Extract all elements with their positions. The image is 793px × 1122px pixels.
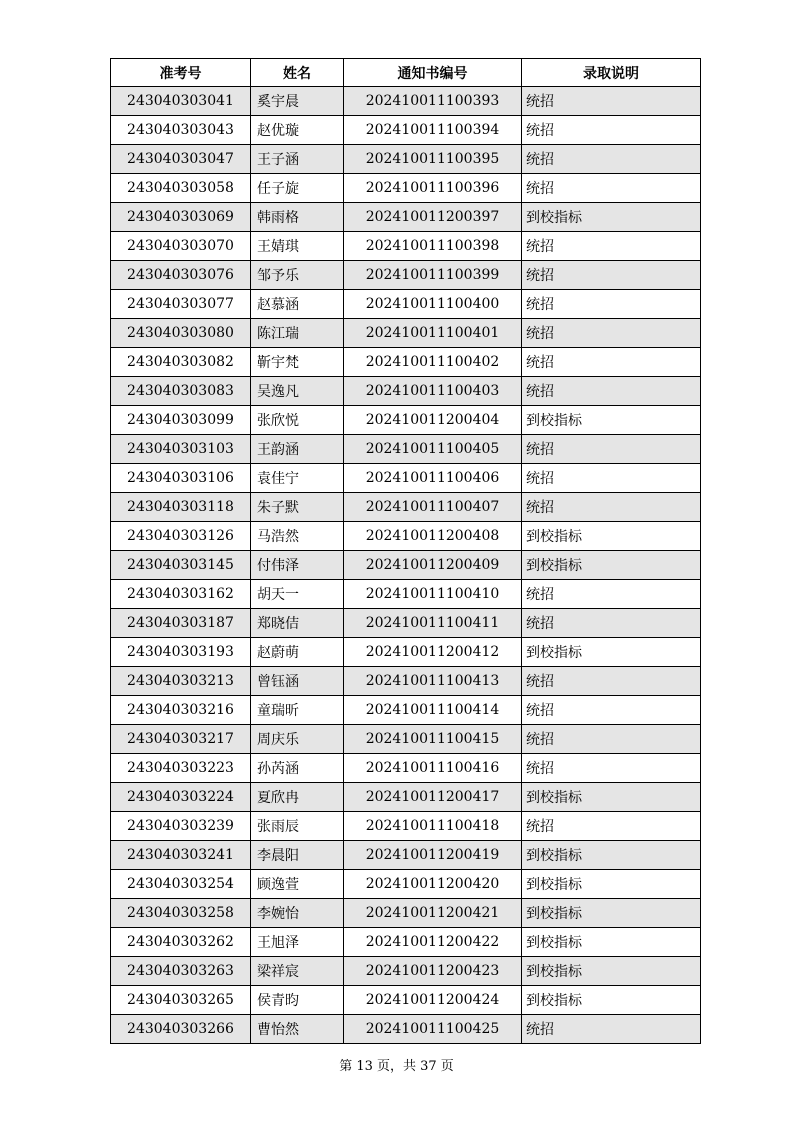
student-name-cell: 吴逸凡 xyxy=(251,377,344,406)
table-row xyxy=(111,667,701,696)
admission-note-cell: 到校指标 xyxy=(522,406,701,435)
table-row xyxy=(111,928,701,957)
notice-number-cell: 202410011100415 xyxy=(344,725,522,754)
exam-number-cell: 243040303043 xyxy=(111,116,251,145)
admission-note-cell: 到校指标 xyxy=(522,783,701,812)
exam-number-cell: 243040303118 xyxy=(111,493,251,522)
exam-number-cell: 243040303126 xyxy=(111,522,251,551)
student-name-cell: 周庆乐 xyxy=(251,725,344,754)
notice-number-cell: 202410011200408 xyxy=(344,522,522,551)
admission-note-cell: 统招 xyxy=(522,725,701,754)
student-name-cell: 朱子默 xyxy=(251,493,344,522)
student-name-cell: 袁佳宁 xyxy=(251,464,344,493)
student-name-cell: 奚宇晨 xyxy=(251,87,344,116)
exam-number-cell: 243040303103 xyxy=(111,435,251,464)
exam-number-cell: 243040303083 xyxy=(111,377,251,406)
exam-number-cell: 243040303106 xyxy=(111,464,251,493)
table-row xyxy=(111,899,701,928)
notice-number-cell: 202410011200397 xyxy=(344,203,522,232)
notice-number-cell: 202410011200419 xyxy=(344,841,522,870)
table-row xyxy=(111,203,701,232)
notice-number-cell: 202410011100396 xyxy=(344,174,522,203)
notice-number-cell: 202410011100416 xyxy=(344,754,522,783)
table-row xyxy=(111,348,701,377)
exam-number-cell: 243040303041 xyxy=(111,87,251,116)
table-row xyxy=(111,638,701,667)
notice-number-cell: 202410011100400 xyxy=(344,290,522,319)
exam-number-cell: 243040303145 xyxy=(111,551,251,580)
table-row xyxy=(111,812,701,841)
exam-number-cell: 243040303223 xyxy=(111,754,251,783)
exam-number-cell: 243040303258 xyxy=(111,899,251,928)
exam-number-cell: 243040303193 xyxy=(111,638,251,667)
admission-note-cell: 到校指标 xyxy=(522,928,701,957)
table-row xyxy=(111,377,701,406)
header-notice-number: 通知书编号 xyxy=(344,59,522,87)
admission-note-cell: 统招 xyxy=(522,87,701,116)
admission-note-cell: 到校指标 xyxy=(522,986,701,1015)
header-admission-note: 录取说明 xyxy=(522,59,701,87)
header-exam-number: 准考号 xyxy=(111,59,251,87)
admission-note-cell: 统招 xyxy=(522,435,701,464)
notice-number-cell: 202410011100411 xyxy=(344,609,522,638)
admission-table xyxy=(110,58,701,1044)
table-row xyxy=(111,725,701,754)
student-name-cell: 马浩然 xyxy=(251,522,344,551)
exam-number-cell: 243040303047 xyxy=(111,145,251,174)
exam-number-cell: 243040303099 xyxy=(111,406,251,435)
admission-note-cell: 到校指标 xyxy=(522,551,701,580)
exam-number-cell: 243040303082 xyxy=(111,348,251,377)
notice-number-cell: 202410011100402 xyxy=(344,348,522,377)
exam-number-cell: 243040303262 xyxy=(111,928,251,957)
table-row xyxy=(111,319,701,348)
table-row xyxy=(111,986,701,1015)
header-row xyxy=(111,59,701,87)
student-name-cell: 曹怡然 xyxy=(251,1015,344,1044)
student-name-cell: 李晨阳 xyxy=(251,841,344,870)
table-row xyxy=(111,87,701,116)
admission-note-cell: 统招 xyxy=(522,812,701,841)
student-name-cell: 梁祥宸 xyxy=(251,957,344,986)
student-name-cell: 陈江瑞 xyxy=(251,319,344,348)
notice-number-cell: 202410011100406 xyxy=(344,464,522,493)
admission-note-cell: 统招 xyxy=(522,377,701,406)
page-footer: 第 13 页，共 37 页 xyxy=(339,1059,454,1074)
exam-number-cell: 243040303070 xyxy=(111,232,251,261)
admission-note-cell: 到校指标 xyxy=(522,638,701,667)
exam-number-cell: 243040303217 xyxy=(111,725,251,754)
notice-number-cell: 202410011100418 xyxy=(344,812,522,841)
student-name-cell: 赵蔚萌 xyxy=(251,638,344,667)
exam-number-cell: 243040303263 xyxy=(111,957,251,986)
student-name-cell: 赵优璇 xyxy=(251,116,344,145)
table-row xyxy=(111,522,701,551)
admission-note-cell: 统招 xyxy=(522,319,701,348)
admission-note-cell: 到校指标 xyxy=(522,899,701,928)
student-name-cell: 顾逸萱 xyxy=(251,870,344,899)
notice-number-cell: 202410011200417 xyxy=(344,783,522,812)
admission-note-cell: 统招 xyxy=(522,754,701,783)
exam-number-cell: 243040303213 xyxy=(111,667,251,696)
student-name-cell: 胡天一 xyxy=(251,580,344,609)
notice-number-cell: 202410011200421 xyxy=(344,899,522,928)
notice-number-cell: 202410011200404 xyxy=(344,406,522,435)
admission-note-cell: 统招 xyxy=(522,667,701,696)
student-name-cell: 王婧琪 xyxy=(251,232,344,261)
exam-number-cell: 243040303224 xyxy=(111,783,251,812)
notice-number-cell: 202410011100410 xyxy=(344,580,522,609)
student-name-cell: 王韵涵 xyxy=(251,435,344,464)
admission-note-cell: 到校指标 xyxy=(522,841,701,870)
admission-note-cell: 统招 xyxy=(522,696,701,725)
table-row xyxy=(111,232,701,261)
student-name-cell: 侯青昀 xyxy=(251,986,344,1015)
table-row xyxy=(111,174,701,203)
admission-note-cell: 统招 xyxy=(522,348,701,377)
student-name-cell: 童瑞昕 xyxy=(251,696,344,725)
student-name-cell: 邹予乐 xyxy=(251,261,344,290)
table-row xyxy=(111,841,701,870)
table-row xyxy=(111,435,701,464)
table-row xyxy=(111,609,701,638)
notice-number-cell: 202410011100393 xyxy=(344,87,522,116)
exam-number-cell: 243040303162 xyxy=(111,580,251,609)
student-name-cell: 王旭泽 xyxy=(251,928,344,957)
student-name-cell: 夏欣冉 xyxy=(251,783,344,812)
admission-note-cell: 统招 xyxy=(522,174,701,203)
exam-number-cell: 243040303265 xyxy=(111,986,251,1015)
table-row xyxy=(111,261,701,290)
notice-number-cell: 202410011100405 xyxy=(344,435,522,464)
exam-number-cell: 243040303239 xyxy=(111,812,251,841)
header-name: 姓名 xyxy=(251,59,344,87)
notice-number-cell: 202410011100403 xyxy=(344,377,522,406)
admission-note-cell: 统招 xyxy=(522,609,701,638)
table-row xyxy=(111,116,701,145)
student-name-cell: 王子涵 xyxy=(251,145,344,174)
table-row xyxy=(111,145,701,174)
admission-note-cell: 统招 xyxy=(522,290,701,319)
admission-note-cell: 统招 xyxy=(522,145,701,174)
table-body xyxy=(111,87,701,1044)
exam-number-cell: 243040303069 xyxy=(111,203,251,232)
notice-number-cell: 202410011200412 xyxy=(344,638,522,667)
table-row xyxy=(111,1015,701,1044)
admission-note-cell: 统招 xyxy=(522,1015,701,1044)
notice-number-cell: 202410011200420 xyxy=(344,870,522,899)
student-name-cell: 靳宇梵 xyxy=(251,348,344,377)
exam-number-cell: 243040303254 xyxy=(111,870,251,899)
student-name-cell: 张欣悦 xyxy=(251,406,344,435)
table-row xyxy=(111,783,701,812)
exam-number-cell: 243040303077 xyxy=(111,290,251,319)
admission-note-cell: 统招 xyxy=(522,464,701,493)
admission-note-cell: 统招 xyxy=(522,232,701,261)
admission-note-cell: 到校指标 xyxy=(522,203,701,232)
admission-note-cell: 到校指标 xyxy=(522,522,701,551)
student-name-cell: 孙芮涵 xyxy=(251,754,344,783)
table-row xyxy=(111,580,701,609)
table-row xyxy=(111,870,701,899)
admission-note-cell: 统招 xyxy=(522,580,701,609)
table-row xyxy=(111,493,701,522)
exam-number-cell: 243040303241 xyxy=(111,841,251,870)
table-row xyxy=(111,290,701,319)
table-row xyxy=(111,957,701,986)
notice-number-cell: 202410011200424 xyxy=(344,986,522,1015)
table-row xyxy=(111,406,701,435)
notice-number-cell: 202410011100395 xyxy=(344,145,522,174)
student-name-cell: 赵慕涵 xyxy=(251,290,344,319)
admission-note-cell: 统招 xyxy=(522,261,701,290)
student-name-cell: 曾钰涵 xyxy=(251,667,344,696)
table-row xyxy=(111,696,701,725)
exam-number-cell: 243040303058 xyxy=(111,174,251,203)
notice-number-cell: 202410011200422 xyxy=(344,928,522,957)
student-name-cell: 李婉怡 xyxy=(251,899,344,928)
notice-number-cell: 202410011100399 xyxy=(344,261,522,290)
admission-note-cell: 到校指标 xyxy=(522,957,701,986)
exam-number-cell: 243040303080 xyxy=(111,319,251,348)
admission-note-cell: 到校指标 xyxy=(522,870,701,899)
student-name-cell: 付伟泽 xyxy=(251,551,344,580)
admission-note-cell: 统招 xyxy=(522,493,701,522)
notice-number-cell: 202410011100398 xyxy=(344,232,522,261)
table-row xyxy=(111,754,701,783)
student-name-cell: 任子旋 xyxy=(251,174,344,203)
notice-number-cell: 202410011100394 xyxy=(344,116,522,145)
notice-number-cell: 202410011200423 xyxy=(344,957,522,986)
notice-number-cell: 202410011100407 xyxy=(344,493,522,522)
table-row xyxy=(111,551,701,580)
student-name-cell: 张雨辰 xyxy=(251,812,344,841)
table-row xyxy=(111,464,701,493)
exam-number-cell: 243040303216 xyxy=(111,696,251,725)
student-name-cell: 郑晓佶 xyxy=(251,609,344,638)
exam-number-cell: 243040303187 xyxy=(111,609,251,638)
student-name-cell: 韩雨格 xyxy=(251,203,344,232)
notice-number-cell: 202410011100425 xyxy=(344,1015,522,1044)
notice-number-cell: 202410011200409 xyxy=(344,551,522,580)
notice-number-cell: 202410011100413 xyxy=(344,667,522,696)
notice-number-cell: 202410011100401 xyxy=(344,319,522,348)
exam-number-cell: 243040303266 xyxy=(111,1015,251,1044)
exam-number-cell: 243040303076 xyxy=(111,261,251,290)
admission-note-cell: 统招 xyxy=(522,116,701,145)
notice-number-cell: 202410011100414 xyxy=(344,696,522,725)
